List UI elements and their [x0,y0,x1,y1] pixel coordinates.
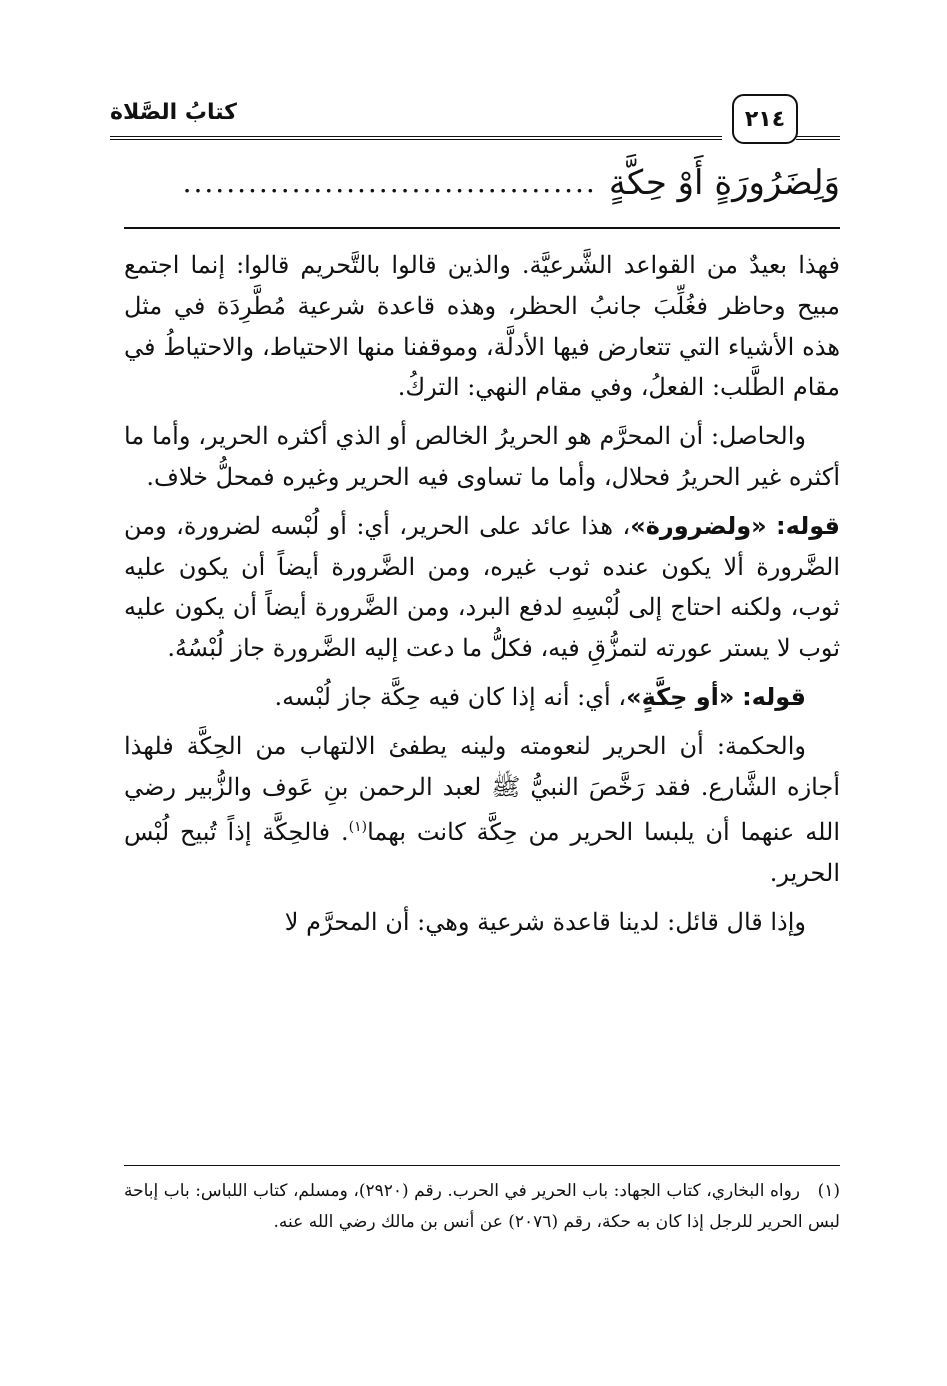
paragraph-qawluh-2 [124,677,840,718]
paragraph-3: وإذا قال قائل: لدينا قاعدة شرعية وهي: أن المحرَّم لا [284,907,806,936]
paragraph-2: والحاصل: أن المحرَّم هو الحريرُ الخالص أو الذي أكثره الحرير، وأما ما أكثره غير الحريرُ فحلال، وأما ما تساوى فيه الحرير وغيره فمحلُّ خلاف. [124,422,840,491]
qawluh-text-2: ، أي: أنه إذا كان فيه حِكَّة جاز لُبْسه. [274,682,627,711]
header-rule-left [110,136,722,140]
book-title: كتابُ الصَّلاة [110,100,237,125]
footnote-text: رواه البخاري، كتاب الجهاد: باب الحرير في الحرب. رقم (٢٩٢٠)، ومسلم، كتاب اللباس: باب إباحة لبس الحرير للرجل إذا كان به حكة، رقم (٢٠٧٦) عن أنس بن مالك رضي الله عنه. [124,1181,840,1232]
matn-line [124,158,840,208]
commentary-body [124,245,840,951]
paragraph-qawluh-1 [124,506,840,669]
page-header [110,92,840,148]
footnote-ref: (١) [348,819,368,836]
qawluh-label-1: قوله: [776,511,840,540]
matn-rule [124,227,840,229]
paragraph-1: فهذا بعيدٌ من القواعد الشَّرعيَّة. والذين قالوا بالتَّحريم قالوا: إنما اجتمع مبيح وحاظر فغُلِّبَ جانبُ الحظر، وهذه قاعدة شرعية مُطَّرِدَة في مثل هذه الأشياء التي تتعارض فيها الأدلَّة، وموقفنا منها الاحتياط، والاحتياطُ في مقام الطَّلب: الفعلُ، وفي مقام النهي: التركُ. [124,251,840,402]
matn-dots: ...................................... [182,166,597,199]
footnotes [124,1176,840,1238]
qawluh-quote-1: «ولضرورة» [630,511,767,540]
page-number: ٢١٤ [732,94,798,144]
qawluh-quote-2: «أو حِكَّةٍ» [626,682,735,711]
header-rule-right [796,136,840,140]
footnote-number: (١) [817,1181,840,1201]
footnote-rule [124,1165,840,1166]
paragraph-hikma [124,726,840,894]
matn-text: وَلِضَرُورَةٍ أَوْ حِكَّةٍ [608,163,840,203]
hikma-text: والحكمة: أن الحرير لنعومته ولينه يطفئ الالتهاب من الحِكَّة فلهذا أجازه الشَّارع. فقد رَخَّصَ النبيُّ ﷺ لعبد الرحمن بنِ عَوف والزُّبير رضي الله عنهما أن يلبسا الحرير من حِكَّة كانت بهما [124,731,841,847]
qawluh-text-1: ، هذا عائد على الحرير، أي: أو لُبْسه لضرورة، ومن الضَّرورة ألا يكون عنده ثوب غيره، ومن الضَّرورة أيضاً أن يكون عليه ثوب، ولكنه احتاج إلى لُبْسِهِ لدفع البرد، ومن الضَّرورة أيضاً أن يكون عليه ثوب لا يستر عورته لتمزُّقِ فيه، فكلُّ ما دعت إليه الضَّرورة جاز لُبْسُهُ. [124,511,840,663]
hikma-tail: . فالحِكَّة إذاً تُبيح لُبْس الحرير. [124,818,840,888]
qawluh-label-2: قوله: [742,682,806,711]
